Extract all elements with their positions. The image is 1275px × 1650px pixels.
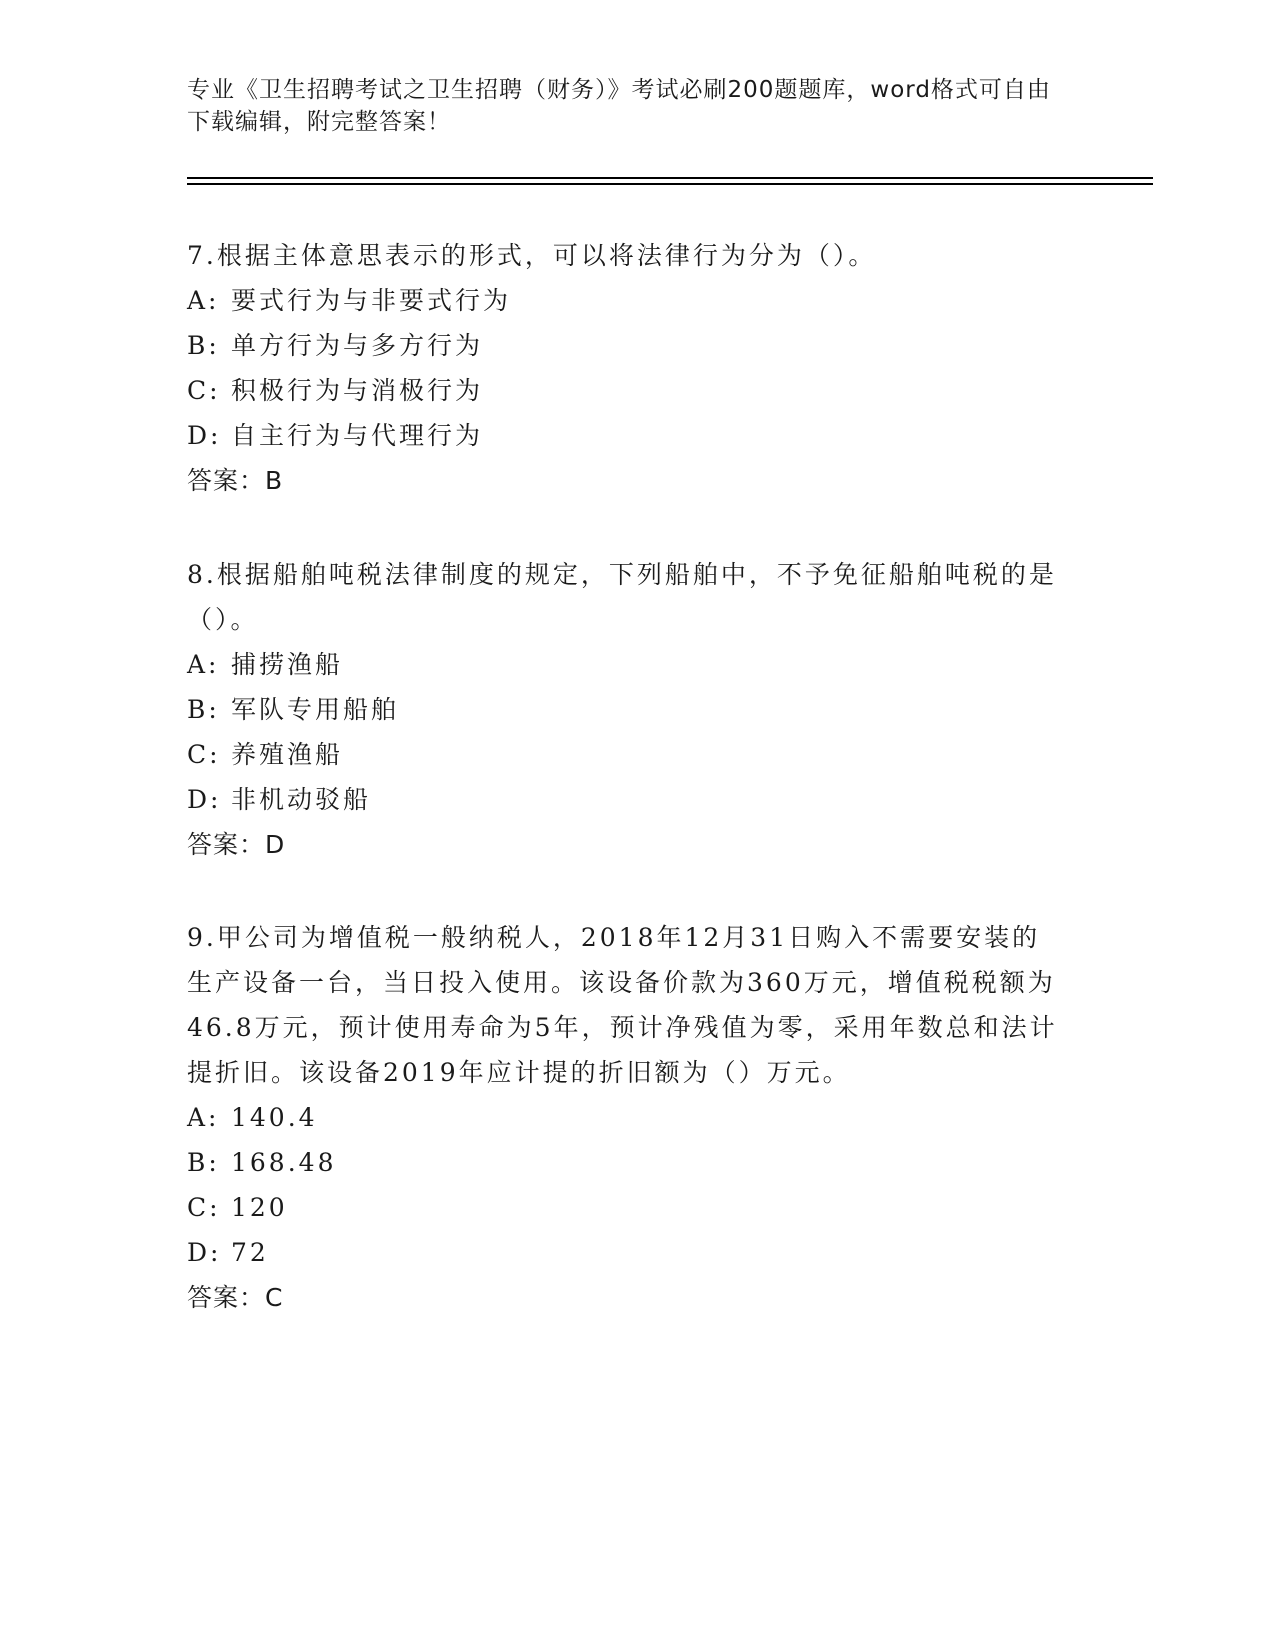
- option-text: 120: [231, 1193, 288, 1222]
- option-key: B:: [187, 331, 220, 360]
- option-b: [187, 1140, 1067, 1185]
- header-divider-top: [187, 177, 1153, 179]
- option-key: C:: [187, 1193, 221, 1222]
- option-c: [187, 368, 1067, 413]
- option-text: 军队专用船舶: [231, 695, 400, 724]
- option-key: D:: [187, 785, 222, 814]
- option-text: 单方行为与多方行为: [231, 331, 484, 360]
- option-text: 积极行为与消极行为: [231, 376, 484, 405]
- question-9: [187, 915, 1067, 1320]
- option-key: D:: [187, 1238, 222, 1267]
- option-key: B:: [187, 1148, 220, 1177]
- option-d: [187, 1230, 1067, 1275]
- document-header: 专业《卫生招聘考试之卫生招聘（财务）》考试必刷200题题库，word格式可自由下载编辑，附完整答案！: [187, 77, 1051, 135]
- question-stem: 8.根据船舶吨税法律制度的规定，下列船舶中，不予免征船舶吨税的是（）。: [187, 560, 1057, 634]
- option-key: A:: [187, 286, 220, 315]
- option-d: [187, 777, 1067, 822]
- option-c: [187, 1185, 1067, 1230]
- option-key: A:: [187, 1103, 220, 1132]
- question-stem: 7.根据主体意思表示的形式，可以将法律行为分为（）。: [187, 241, 877, 270]
- option-c: [187, 732, 1067, 777]
- option-a: [187, 278, 1067, 323]
- answer-line: 答案：B: [187, 466, 284, 495]
- header-divider-bottom: [187, 183, 1153, 185]
- option-key: A:: [187, 650, 220, 679]
- question-7: [187, 233, 1067, 503]
- option-text: 养殖渔船: [231, 740, 344, 769]
- option-b: [187, 687, 1067, 732]
- answer-line: 答案：C: [187, 1283, 284, 1312]
- answer-line: 答案：D: [187, 830, 286, 859]
- option-key: C:: [187, 740, 221, 769]
- option-text: 要式行为与非要式行为: [231, 286, 512, 315]
- option-key: B:: [187, 695, 220, 724]
- option-key: C:: [187, 376, 221, 405]
- option-key: D:: [187, 421, 222, 450]
- question-stem: 9.甲公司为增值税一般纳税人，2018年12月31日购入不需要安装的生产设备一台，当日投入使用。该设备价款为360万元，增值税税额为46.8万元，预计使用寿命为5年，预计净残值为零，采用年数总和法计提折旧。该设备2019年应计提的折旧额为（）万元。: [187, 923, 1058, 1087]
- option-text: 72: [231, 1238, 269, 1267]
- option-text: 自主行为与代理行为: [231, 421, 484, 450]
- option-text: 非机动驳船: [231, 785, 372, 814]
- question-8: [187, 552, 1067, 867]
- option-a: [187, 1095, 1067, 1140]
- option-d: [187, 413, 1067, 458]
- option-b: [187, 323, 1067, 368]
- option-text: 168.48: [231, 1148, 337, 1177]
- option-text: 140.4: [231, 1103, 318, 1132]
- option-a: [187, 642, 1067, 687]
- option-text: 捕捞渔船: [231, 650, 344, 679]
